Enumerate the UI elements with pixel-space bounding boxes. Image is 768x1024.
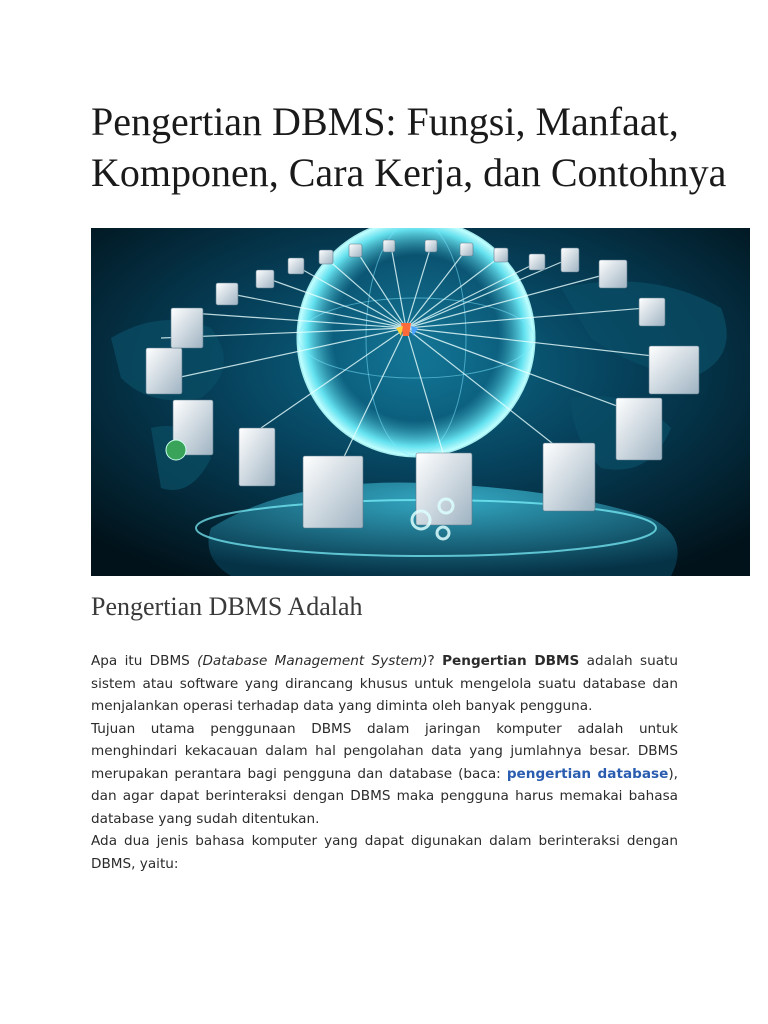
text-span: Apa itu DBMS	[91, 653, 198, 669]
article-body	[91, 650, 678, 875]
italic-term: (Database Management System)	[197, 653, 428, 669]
network-globe-icon	[91, 228, 750, 576]
text-span: ), dan agar dapat berinteraksi dengan DBMS maka pengguna harus memakai bahasa database yang sudah ditentukan.	[91, 765, 678, 827]
text-span: ?	[427, 653, 443, 669]
paragraph	[91, 650, 678, 718]
bold-term: Pengertian DBMS	[442, 653, 580, 669]
paragraph	[91, 718, 678, 831]
pengertian-database-link[interactable]: pengertian database	[506, 765, 669, 782]
page-title: Pengertian DBMS: Fungsi, Manfaat, Komponen, Cara Kerja, dan Contohnya	[91, 99, 727, 195]
text-span: Tujuan utama penggunaan DBMS dalam jaringan komputer adalah untuk menghindari kekacauan dalam hal pengolahan data yang jumlahnya besar. DBMS merupakan perantara bagi pengguna dan database (baca:	[91, 720, 678, 782]
text-span: adalah suatu sistem atau software yang dirancang khusus untuk mengelola suatu database dan menjalankan operasi terhadap data yang diminta oleh banyak pengguna.	[91, 653, 678, 714]
paragraph: Ada dua jenis bahasa komputer yang dapat digunakan dalam berinteraksi dengan DBMS, yaitu:	[91, 833, 678, 872]
hero-image	[91, 228, 750, 576]
section-heading: Pengertian DBMS Adalah	[91, 592, 363, 621]
